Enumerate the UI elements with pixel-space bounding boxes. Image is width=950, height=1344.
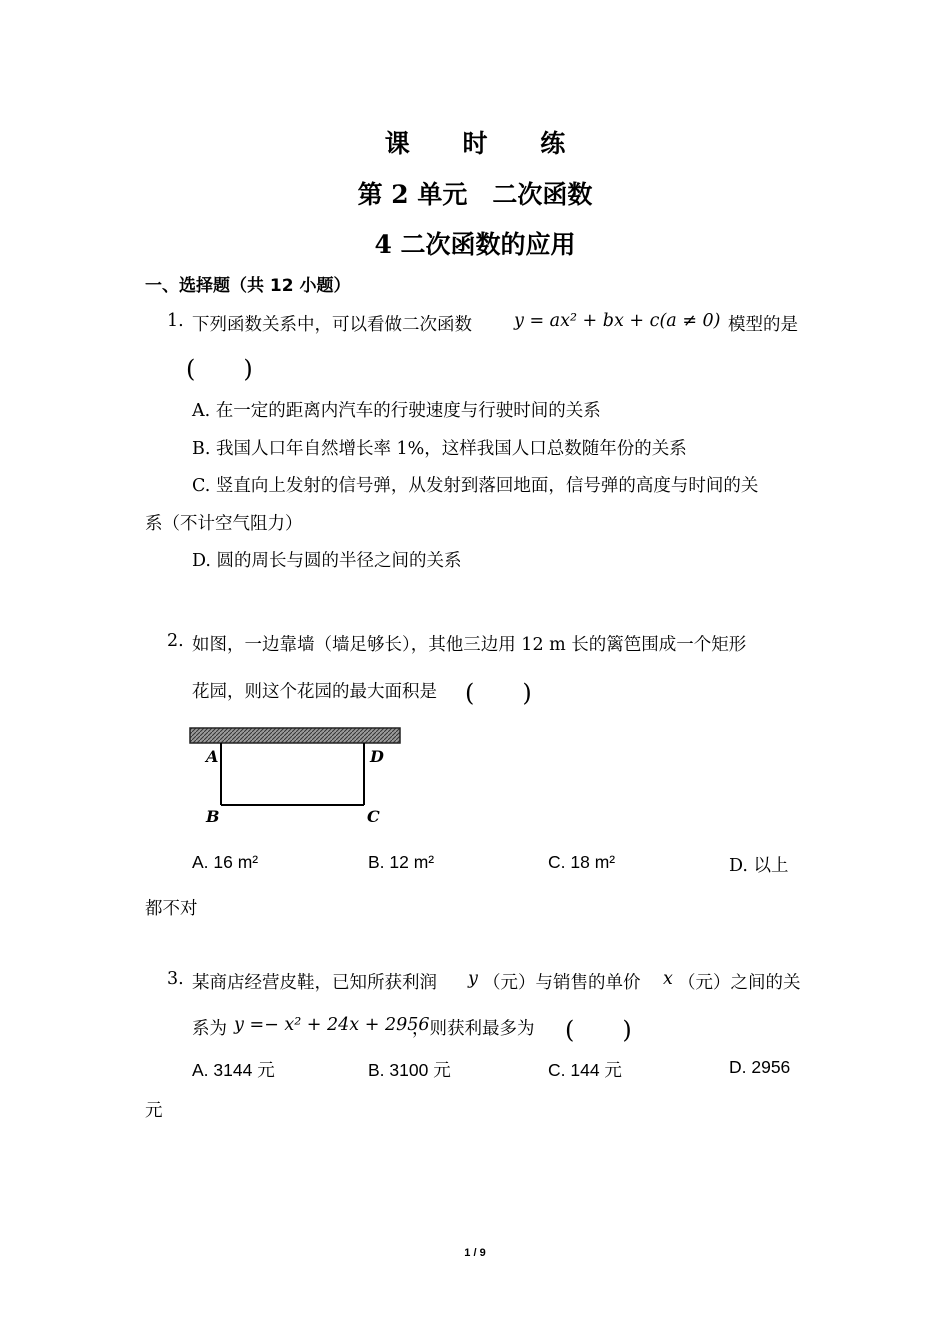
- q2-option-c: C. 18 m²: [548, 852, 616, 872]
- q2-option-d-line2: 都不对: [145, 899, 198, 919]
- q3-var-y: y: [468, 969, 478, 989]
- q3-answer-blank: ( ): [565, 1016, 632, 1044]
- q2-number: 2.: [167, 631, 184, 651]
- q1-formula: y = ax² + bx + c(a ≠ 0): [514, 311, 721, 331]
- q3-option-d-line1: D. 2956: [729, 1057, 791, 1077]
- q3-var-x: x: [663, 969, 673, 989]
- q3-option-d-line2: 元: [145, 1101, 163, 1121]
- q3-option-c: C. 144 元: [548, 1060, 622, 1080]
- vertex-d: D: [370, 747, 384, 766]
- vertex-b: B: [206, 807, 220, 826]
- q3-formula: y =− x² + 24x + 2956: [234, 1015, 430, 1035]
- vertex-a: A: [206, 747, 219, 766]
- q3-line1-b: （元）与销售的单价: [483, 973, 641, 993]
- q1-stem-tail: 模型的是: [728, 315, 798, 335]
- q2-line2: 花园，则这个花园的最大面积是: [192, 682, 437, 702]
- q1-option-a: A. 在一定的距离内汽车的行驶速度与行驶时间的关系: [192, 401, 601, 421]
- lesson-title: 4 二次函数的应用: [374, 230, 576, 259]
- q3-option-b: B. 3100 元: [368, 1060, 451, 1080]
- q1-stem: 下列函数关系中，可以看做二次函数: [192, 315, 472, 335]
- q3-line1-c: （元）之间的关: [678, 973, 801, 993]
- page-title: 课 时 练: [384, 129, 588, 158]
- q2-figure: [188, 724, 402, 830]
- q1-option-d: D. 圆的周长与圆的半径之间的关系: [192, 551, 462, 571]
- q1-option-c-line1: C. 竖直向上发射的信号弹，从发射到落回地面，信号弹的高度与时间的关: [192, 476, 759, 496]
- wall-hatch: [190, 728, 400, 743]
- q2-option-b: B. 12 m²: [368, 852, 435, 872]
- q2-option-a: A. 16 m²: [192, 852, 259, 872]
- vertex-c: C: [367, 807, 380, 826]
- q3-number: 3.: [167, 969, 184, 989]
- q3-line2-b: ，则获利最多为: [412, 1019, 535, 1039]
- q1-option-c-line2: 系（不计空气阻力）: [145, 514, 303, 534]
- q2-answer-blank: ( ): [465, 679, 532, 707]
- q3-line2-a: 系为: [192, 1019, 227, 1039]
- q3-line1-a: 某商店经营皮鞋，已知所获利润: [192, 973, 437, 993]
- q1-answer-blank: ( ): [186, 355, 253, 383]
- unit-title: 第 2 单元 二次函数: [357, 180, 593, 209]
- section-heading: 一、选择题（共 12 小题）: [145, 276, 351, 296]
- q2-option-d-line1: D. 以上: [729, 856, 789, 876]
- page-number: 1 / 9: [464, 1247, 486, 1259]
- q1-number: 1.: [167, 311, 184, 331]
- q1-option-b: B. 我国人口年自然增长率 1%，这样我国人口总数随年份的关系: [192, 439, 687, 459]
- q3-option-a: A. 3144 元: [192, 1060, 275, 1080]
- q2-line1: 如图，一边靠墙（墙足够长），其他三边用 12 m 长的篱笆围成一个矩形: [192, 635, 747, 655]
